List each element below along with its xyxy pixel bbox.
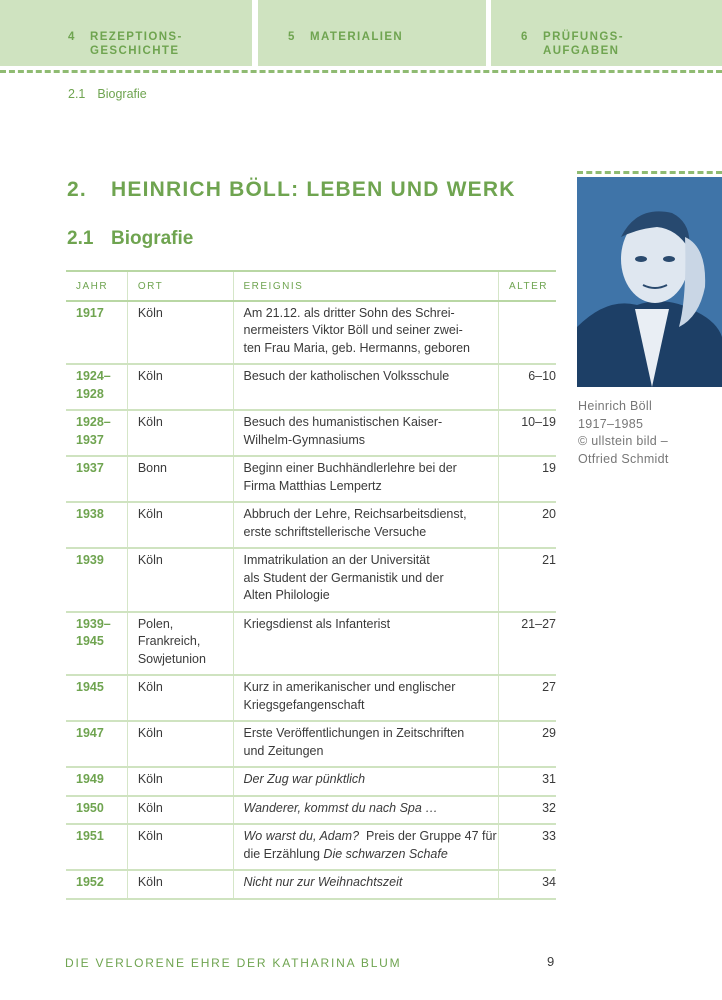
- event-cell: Besuch der katholischen Volksschule: [233, 364, 498, 410]
- place-cell: Köln: [127, 548, 233, 612]
- tab-number: 4: [68, 31, 76, 43]
- year-cell: 1938: [66, 502, 127, 548]
- tab-label: REZEPTIONS- GESCHICHTE: [90, 31, 183, 57]
- place-cell: Bonn: [127, 456, 233, 502]
- year-cell: 1949: [66, 767, 127, 796]
- event-cell: Beginn einer Buchhändlerlehre bei der Firma Matthias Lempertz: [233, 456, 498, 502]
- age-cell: 32: [498, 796, 556, 825]
- age-cell: 27: [498, 675, 556, 721]
- event-cell: Erste Veröffentlichungen in Zeitschriften und Zeitungen: [233, 721, 498, 767]
- year-cell: 1924– 1928: [66, 364, 127, 410]
- table-row: [66, 675, 556, 721]
- event-cell: Am 21.12. als dritter Sohn des Schrei- nermeisters Viktor Böll und seiner zwei- ten Frau Maria, geb. Hermanns, geboren: [233, 301, 498, 365]
- age-cell: 34: [498, 870, 556, 899]
- age-cell: 33: [498, 824, 556, 870]
- place-cell: Köln: [127, 796, 233, 825]
- column-header-age: ALTER: [498, 271, 556, 301]
- tab-label: PRÜFUNGS- AUFGABEN: [543, 31, 624, 57]
- place-cell: Köln: [127, 767, 233, 796]
- place-cell: Köln: [127, 502, 233, 548]
- year-cell: 1928– 1937: [66, 410, 127, 456]
- age-cell: 6–10: [498, 364, 556, 410]
- event-cell: Der Zug war pünktlich: [233, 767, 498, 796]
- table-row: [66, 301, 556, 365]
- age-cell: 29: [498, 721, 556, 767]
- tab-label: MATERIALIEN: [310, 31, 404, 43]
- event-cell: Kriegsdienst als Infanterist: [233, 612, 498, 676]
- dashed-divider: [577, 171, 722, 174]
- table-row: [66, 824, 556, 870]
- table-row: [66, 456, 556, 502]
- section-heading: 2.1 Biografie: [67, 228, 194, 249]
- event-cell: Besuch des humanistischen Kaiser- Wilhelm-Gymnasiums: [233, 410, 498, 456]
- age-cell: 21: [498, 548, 556, 612]
- column-header-place: ORT: [127, 271, 233, 301]
- event-cell: Kurz in amerikanischer und englischer Kriegsgefangenschaft: [233, 675, 498, 721]
- photo-caption: Heinrich Böll 1917–1985 © ullstein bild – Otfried Schmidt: [578, 399, 669, 466]
- dashed-divider: [0, 70, 722, 73]
- year-cell: 1939: [66, 548, 127, 612]
- event-cell: Abbruch der Lehre, Reichsarbeitsdienst, erste schriftstellerische Versuche: [233, 502, 498, 548]
- tab-rezeptionsgeschichte[interactable]: [0, 0, 252, 66]
- table-row: [66, 364, 556, 410]
- age-cell: 21–27: [498, 612, 556, 676]
- year-cell: 1937: [66, 456, 127, 502]
- book-title-footer: DIE VERLORENE EHRE DER KATHARINA BLUM: [65, 956, 402, 970]
- year-cell: 1945: [66, 675, 127, 721]
- table-header-row: [66, 271, 556, 301]
- age-cell: [498, 301, 556, 365]
- year-cell: 1951: [66, 824, 127, 870]
- portrait-illustration: [577, 177, 722, 387]
- table-row: [66, 721, 556, 767]
- table-row: [66, 548, 556, 612]
- place-cell: Köln: [127, 410, 233, 456]
- table-row: [66, 612, 556, 676]
- age-cell: 10–19: [498, 410, 556, 456]
- year-cell: 1952: [66, 870, 127, 899]
- place-cell: Köln: [127, 721, 233, 767]
- age-cell: 19: [498, 456, 556, 502]
- biography-table: [66, 270, 556, 900]
- event-cell: Wo warst du, Adam? Preis der Gruppe 47 für die Erzählung Die schwarzen Schafe: [233, 824, 498, 870]
- tab-materialien[interactable]: [258, 0, 486, 66]
- tab-pruefungsaufgaben[interactable]: [491, 0, 722, 66]
- place-cell: Köln: [127, 870, 233, 899]
- tab-number: 6: [521, 31, 529, 43]
- running-head: 2.1 Biografie: [68, 87, 147, 101]
- place-cell: Köln: [127, 824, 233, 870]
- table-row: [66, 410, 556, 456]
- page-number: 9: [547, 954, 555, 969]
- chapter-tab-bar: [0, 0, 722, 66]
- place-cell: Köln: [127, 675, 233, 721]
- table-body: [66, 301, 556, 899]
- year-cell: 1947: [66, 721, 127, 767]
- table-row: [66, 870, 556, 899]
- year-cell: 1950: [66, 796, 127, 825]
- year-cell: 1939– 1945: [66, 612, 127, 676]
- author-portrait-photo: [577, 177, 722, 387]
- chapter-heading: 2. HEINRICH BÖLL: LEBEN UND WERK: [67, 178, 516, 201]
- table-row: [66, 796, 556, 825]
- event-cell: Wanderer, kommst du nach Spa …: [233, 796, 498, 825]
- column-header-year: JAHR: [66, 271, 127, 301]
- table-row: [66, 502, 556, 548]
- event-cell: Immatrikulation an der Universität als Student der Germanistik und der Alten Philologie: [233, 548, 498, 612]
- place-cell: Köln: [127, 301, 233, 365]
- place-cell: Köln: [127, 364, 233, 410]
- tab-number: 5: [288, 31, 296, 43]
- age-cell: 20: [498, 502, 556, 548]
- year-cell: 1917: [66, 301, 127, 365]
- table-row: [66, 767, 556, 796]
- age-cell: 31: [498, 767, 556, 796]
- event-cell: Nicht nur zur Weihnachtszeit: [233, 870, 498, 899]
- column-header-event: EREIGNIS: [233, 271, 498, 301]
- place-cell: Polen, Frankreich, Sowjetunion: [127, 612, 233, 676]
